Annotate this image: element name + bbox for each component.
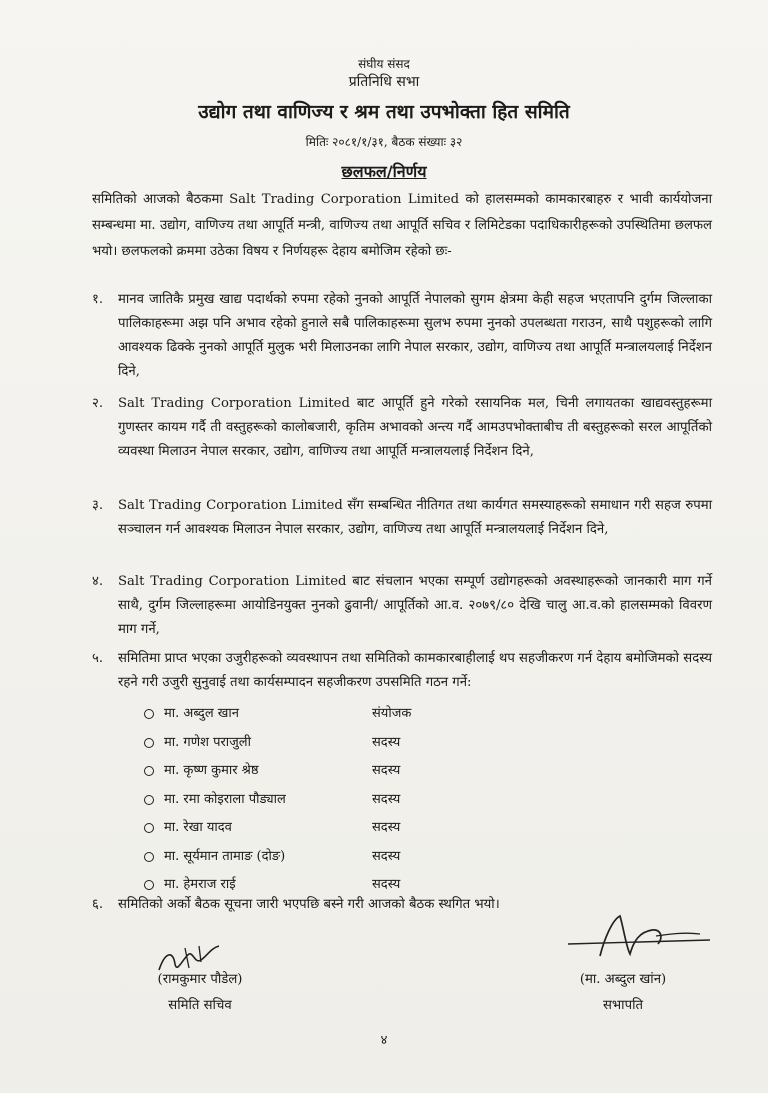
decision-number: ४. [92,574,104,589]
decision-text: मानव जातिकै प्रमुख खाद्य पदार्थको रुपमा रहेको नुनको आपूर्ति नेपालको सुगम क्षेत्रमा केही सहज भएतापनि दुर्गम जिल्लाका पालिकाहरूमा अझ पनि अभाव रहेको हुनाले सबै पालिकाहरूमा सुलभ रुपमा नुनको उपलब्धता गराउन, साथै पशुहरूको लागि आवश्यक ढिक्के नुनको आपूर्ति मुलुक भरी मिलाउनका लागि नेपाल सरकार, उद्योग, वाणिज्य तथा आपूर्ति मन्त्रालयलाई निर्देशन दिने, [118,292,712,379]
decision-text: समितिमा प्राप्त भएका उजुरीहरूको व्यवस्थापन तथा समितिको कामकारबाहीलाई थप सहजीकरण गर्न देहाय बमोजिमको सदस्य रहने गरी उजुरी सुनुवाई तथा कार्यसम्पादन सहजीकरण उपसमिति गठन गर्ने: [118,651,712,690]
decision-text: Salt Trading Corporation Limited बाट संचलान भएका सम्पूर्ण उद्योगहरूको अवस्थाहरूको जानकारी माग गर्ने साथै, दुर्गम जिल्लाहरूमा आयोडिनयुक्त नुनको ढुवानी/ आपूर्तिको आ.व. २०७९/८० देखि चालु आ.व.को हालसम्मको विवरण माग गर्ने, [118,574,712,637]
member-name: मा. अब्दुल खान [164,706,239,721]
subject-heading [0,160,768,182]
circle-bullet-icon [144,823,154,833]
decision-item-5 [92,647,712,695]
member-row [144,817,464,846]
decision-item-4 [92,570,712,642]
secretary-name: (रामकुमार पौडेल) [157,972,243,987]
decision-number: २. [92,396,104,411]
intro-paragraph: समितिको आजको बैठकमा Salt Trading Corporation Limited को हालसम्मको कामकारबाहरु र भावी कार्ययोजना सम्बन्धमा मा. उद्योग, वाणिज्य तथा आपूर्ति मन्त्री, वाणिज्य तथा आपूर्ति सचिव र लिमिटेडका पदाधिकारीहरूको उपस्थितिमा छलफल भयो। छलफलको क्रममा उठेका विषय र निर्णयहरू देहाय बमोजिम रहेको छः- [92,192,712,259]
member-role: सदस्य [372,734,401,750]
member-row [144,732,464,761]
chairperson-name: (मा. अब्दुल खांन) [579,972,667,987]
member-role: सदस्य [372,820,401,835]
decision-number: ५. [92,651,104,666]
chairperson-signature-icon [560,910,720,970]
parliament-label: संघीय संसद [358,57,410,71]
member-row [144,789,464,818]
secretary-signature-block [130,967,270,1019]
member-role: सदस्य [372,791,401,807]
member-row [144,846,464,875]
circle-bullet-icon [144,795,154,805]
decision-text: Salt Trading Corporation Limited बाट आपूर्ति हुने गरेको रसायनिक मल, चिनी लगायतका खाद्यवस्तुहरूमा गुणस्तर कायम गर्दै ती वस्तुहरूको कालोबजारी, कृतिम अभावको अन्त्य गर्दै आमउपभोक्ताबीच ती बस्तुहरूको सरल आपूर्तिको व्यवस्था मिलाउन नेपाल सरकार, उद्योग, वाणिज्य तथा आपूर्ति मन्त्रालयलाई निर्देशन दिने, [118,396,712,459]
member-role: सदस्य [372,763,401,778]
decision-text: समितिको अर्को बैठक सूचना जारी भएपछि बस्ने गरी आजको बैठक स्थगित भयो। [118,897,500,912]
circle-bullet-icon [144,738,154,748]
circle-bullet-icon [144,766,154,776]
subcommittee-member-list [144,703,464,903]
circle-bullet-icon [144,709,154,719]
decision-number: १. [92,292,104,307]
subject-text: छलफल/निर्णय [341,162,427,181]
member-role: संयोजक [372,706,412,721]
member-role: सदस्य [372,848,401,864]
meeting-date-line: मितिः २०८१/१/३१, बैठक संख्याः ३२ [305,135,463,149]
circle-bullet-icon [144,852,154,862]
committee-title: उद्योग तथा वाणिज्य र श्रम तथा उपभोक्ता हित समिति [198,101,570,123]
member-name: मा. सूर्यमान तामाङ (दोङ) [164,848,286,864]
decision-item-3 [92,494,712,542]
decision-number: ३. [92,498,104,513]
decision-number: ६. [92,897,104,912]
member-row [144,703,464,732]
member-name: मा. रमा कोइराला पौड्याल [164,791,286,807]
decision-item-2 [92,392,712,464]
member-name: मा. गणेश पराजुली [164,734,251,750]
decision-item-1 [92,288,712,384]
secretary-title: समिति सचिव [168,998,232,1013]
circle-bullet-icon [144,880,154,890]
chairperson-title: सभापति [602,998,644,1013]
member-row [144,760,464,789]
chairperson-signature-block [548,967,698,1019]
house-label: प्रतिनिधि सभा [348,74,420,90]
member-name: मा. हेमराज राई [164,877,236,892]
member-name: मा. रेखा यादव [164,820,232,835]
decision-text: Salt Trading Corporation Limited सँग सम्बन्धित नीतिगत तथा कार्यगत समस्याहरूको समाधान गरी सहज रुपमा सञ्चालन गर्न आवश्यक मिलाउन नेपाल सरकार, उद्योग, वाणिज्य तथा आपूर्ति मन्त्रालयलाई निर्देशन दिने, [118,498,712,537]
page-number: ४ [380,1033,388,1048]
member-name: मा. कृष्ण कुमार श्रेष्ठ [164,763,259,778]
member-role: सदस्य [372,877,401,892]
